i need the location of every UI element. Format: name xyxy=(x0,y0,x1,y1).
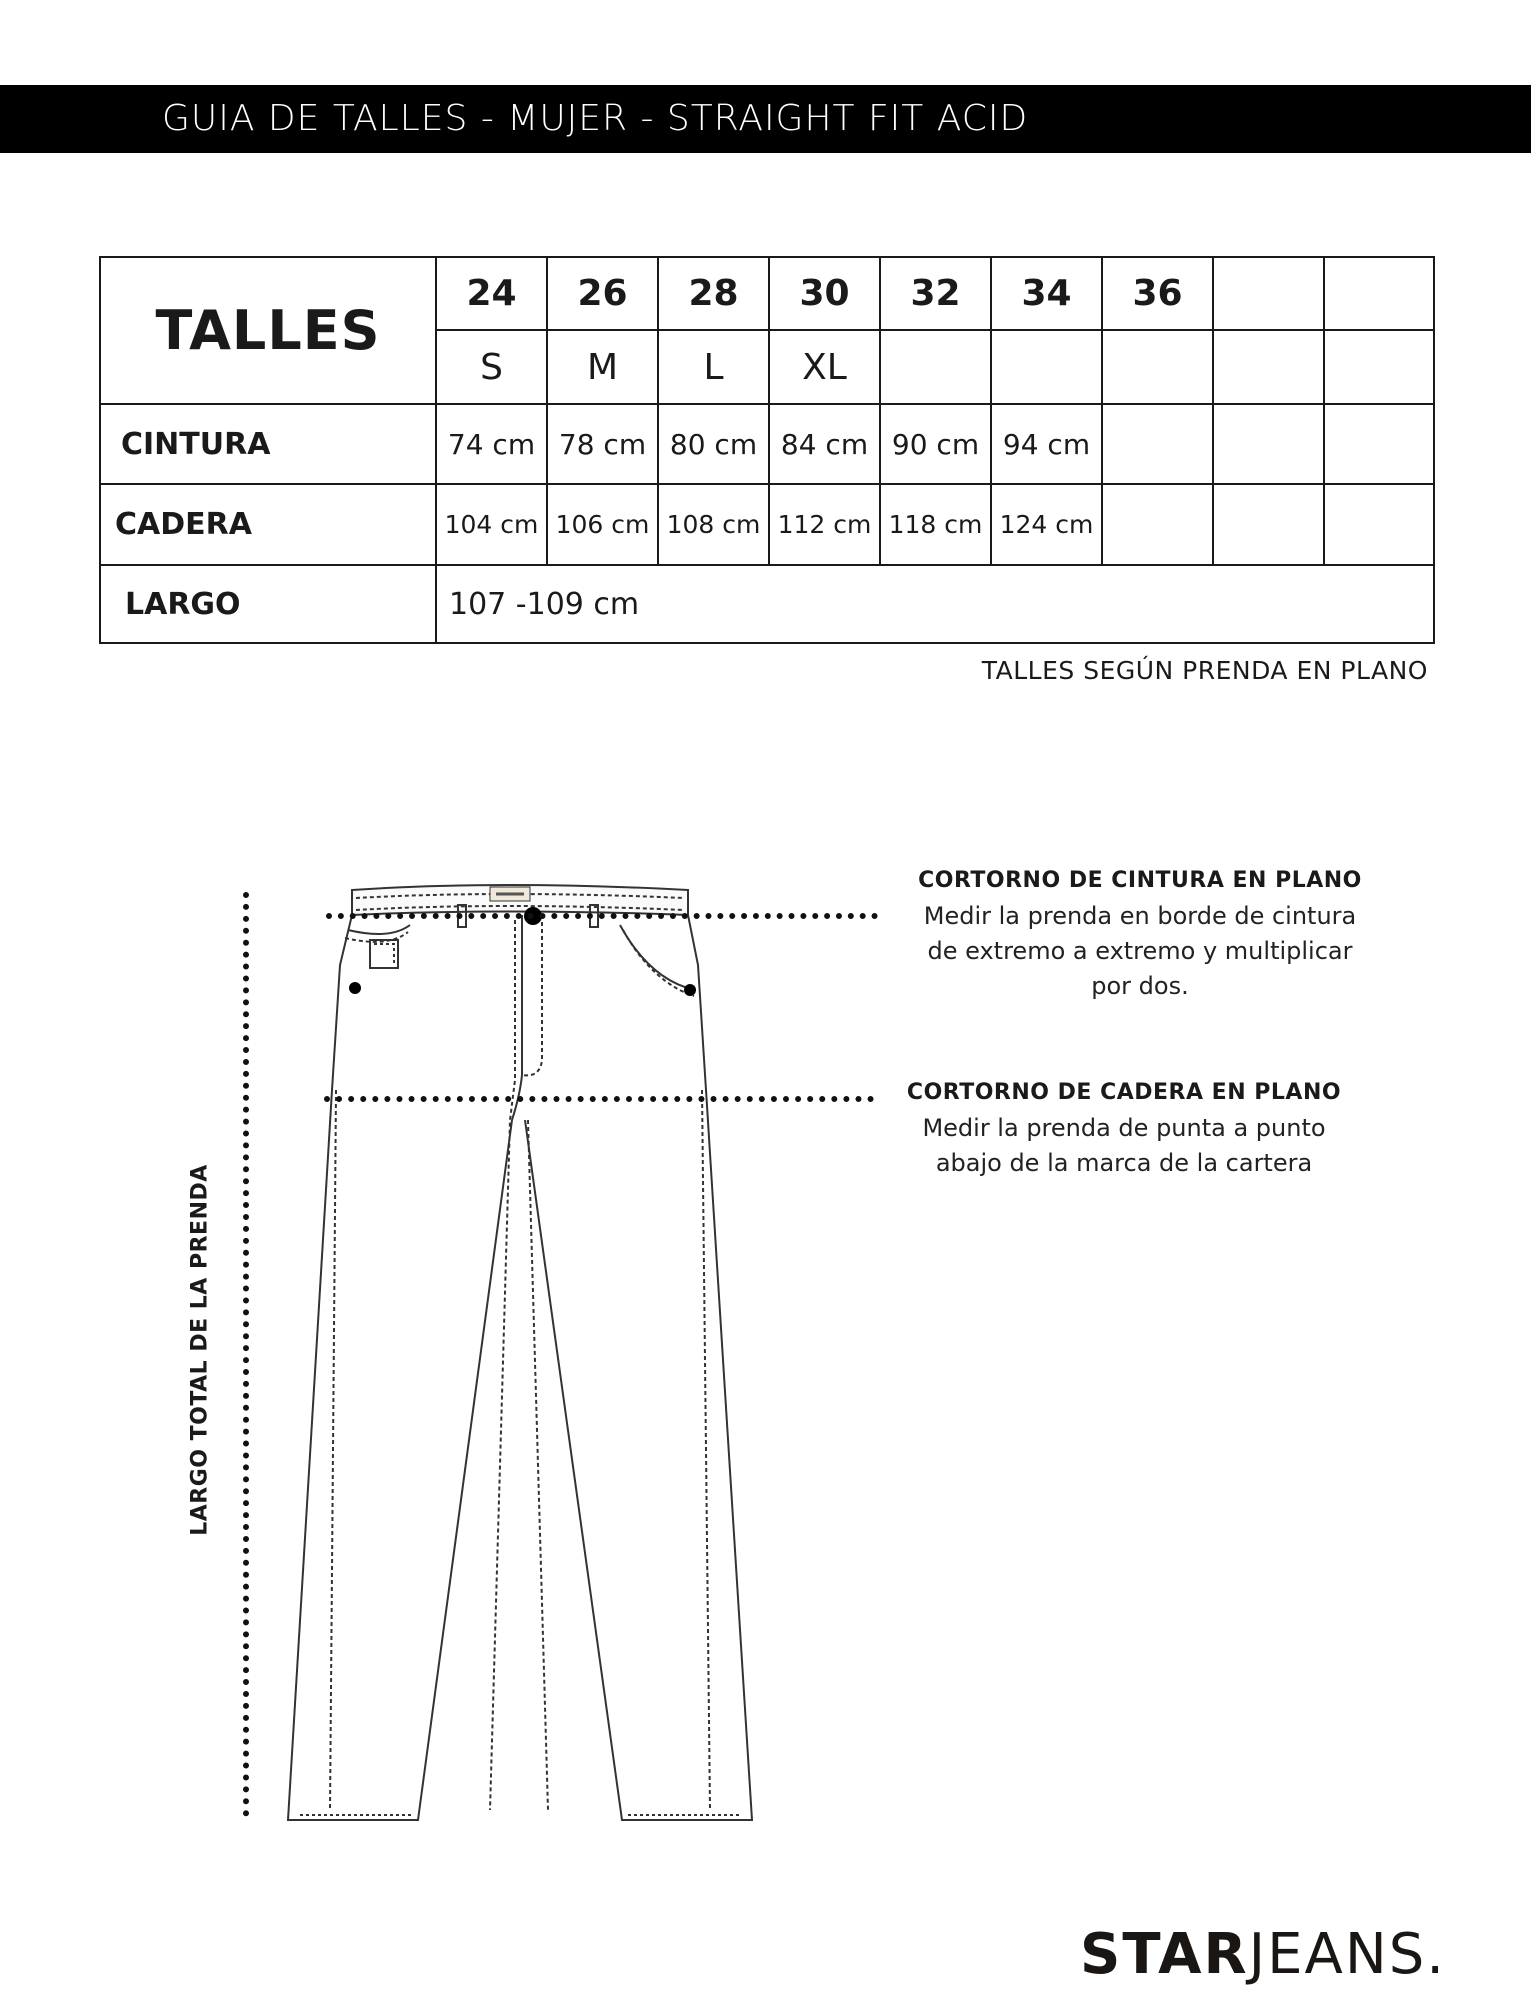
size-letter-cell: XL xyxy=(769,330,880,404)
pocket-rivet xyxy=(349,982,361,994)
cintura-value xyxy=(1324,404,1434,484)
size-letter-cell xyxy=(1213,330,1324,404)
size-number-cell: 30 xyxy=(769,257,880,330)
size-letter-cell xyxy=(880,330,991,404)
hip-annotation xyxy=(864,1080,1384,1181)
length-label: LARGO TOTAL DE LA PRENDA xyxy=(187,1164,213,1536)
size-number-cell xyxy=(1213,257,1324,330)
waist-measure-line xyxy=(326,913,878,919)
waist-annotation-title: CORTORNO DE CINTURA EN PLANO xyxy=(918,868,1362,893)
waist-annotation-line: de extremo a extremo y multiplicar xyxy=(927,937,1353,965)
size-letter-cell: L xyxy=(658,330,769,404)
cintura-value xyxy=(1213,404,1324,484)
pants-outline xyxy=(288,885,752,1820)
pocket-rivet xyxy=(684,984,696,996)
table-note: TALLES SEGÚN PRENDA EN PLANO xyxy=(981,656,1428,685)
length-measure-line xyxy=(243,892,249,1817)
largo-value: 107 -109 cm xyxy=(436,565,1434,643)
cadera-value xyxy=(1213,484,1324,565)
cintura-value: 78 cm xyxy=(547,404,658,484)
size-letter-cell: M xyxy=(547,330,658,404)
cadera-row xyxy=(100,484,1434,565)
size-number-cell: 32 xyxy=(880,257,991,330)
hip-annotation-line: Medir la prenda de punta a punto xyxy=(922,1114,1326,1142)
size-letter-cell: S xyxy=(436,330,547,404)
hip-annotation-title: CORTORNO DE CADERA EN PLANO xyxy=(906,1080,1342,1105)
size-number-cell: 36 xyxy=(1102,257,1213,330)
cadera-value xyxy=(1102,484,1213,565)
size-number-cell: 26 xyxy=(547,257,658,330)
size-letter-cell xyxy=(991,330,1102,404)
cintura-label: CINTURA xyxy=(100,404,436,484)
cintura-value: 84 cm xyxy=(769,404,880,484)
brand-logo-light: JEANS. xyxy=(1248,1922,1447,1987)
largo-label: LARGO xyxy=(100,565,436,643)
cintura-row xyxy=(100,404,1434,484)
largo-row xyxy=(100,565,1434,643)
hip-measure-line xyxy=(324,1096,874,1102)
hip-annotation-line: abajo de la marca de la cartera xyxy=(935,1149,1313,1177)
talles-heading: TALLES xyxy=(100,257,436,404)
size-number-cell xyxy=(1324,257,1434,330)
waist-annotation xyxy=(880,868,1400,1004)
pants-diagram xyxy=(270,870,760,1830)
cadera-value: 124 cm xyxy=(991,484,1102,565)
cadera-value xyxy=(1324,484,1434,565)
waist-annotation-line: por dos. xyxy=(1091,972,1189,1000)
page-title: GUIA DE TALLES - MUJER - STRAIGHT FIT ACID xyxy=(162,98,1029,139)
size-number-cell: 34 xyxy=(991,257,1102,330)
size-number-cell: 28 xyxy=(658,257,769,330)
size-number-cell: 24 xyxy=(436,257,547,330)
cintura-value: 74 cm xyxy=(436,404,547,484)
header-bar xyxy=(0,85,1531,153)
cadera-value: 104 cm xyxy=(436,484,547,565)
size-chart-table xyxy=(99,256,1435,644)
size-letter-cell xyxy=(1324,330,1434,404)
cintura-value: 80 cm xyxy=(658,404,769,484)
brand-logo xyxy=(1080,1922,1446,1987)
waist-annotation-line: Medir la prenda en borde de cintura xyxy=(923,902,1357,930)
cintura-value xyxy=(1102,404,1213,484)
cadera-value: 108 cm xyxy=(658,484,769,565)
size-number-row xyxy=(100,257,1434,330)
size-letter-cell xyxy=(1102,330,1213,404)
cintura-value: 90 cm xyxy=(880,404,991,484)
cadera-value: 118 cm xyxy=(880,484,991,565)
cadera-label: CADERA xyxy=(100,484,436,565)
cintura-value: 94 cm xyxy=(991,404,1102,484)
cadera-value: 106 cm xyxy=(547,484,658,565)
brand-logo-bold: STAR xyxy=(1080,1922,1249,1987)
cadera-value: 112 cm xyxy=(769,484,880,565)
